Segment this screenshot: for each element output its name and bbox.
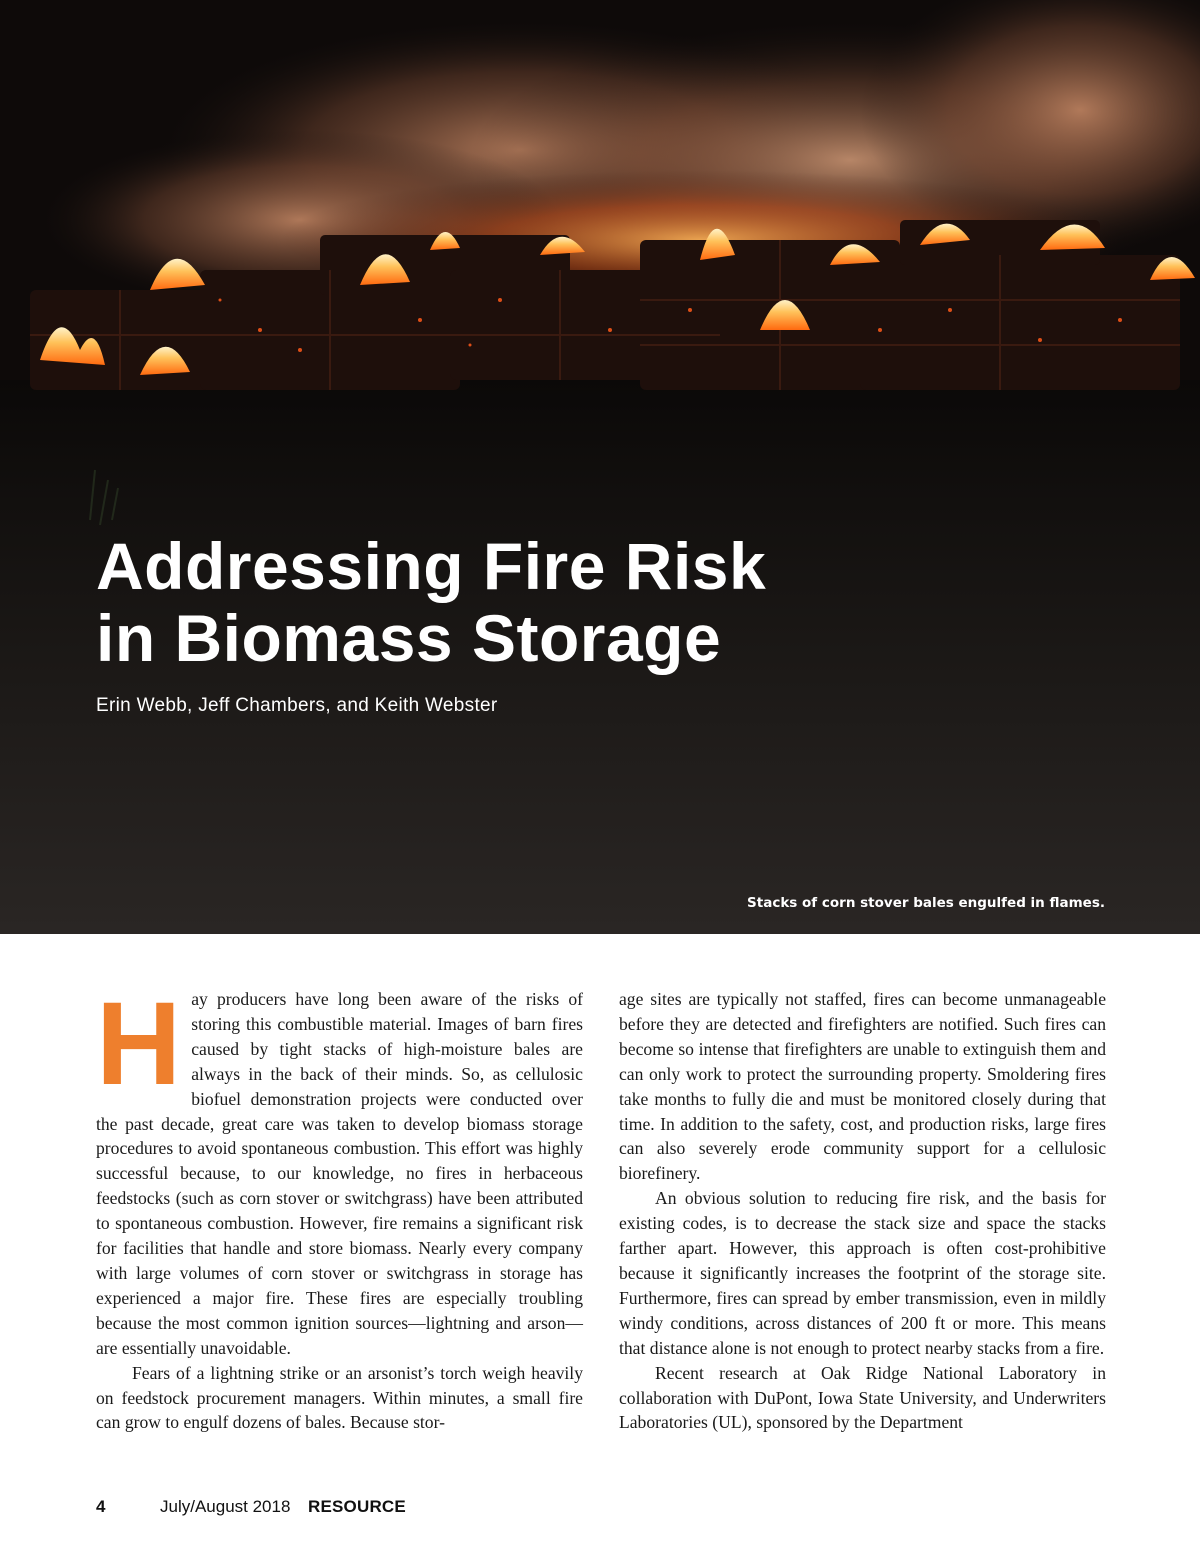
paragraph: Recent research at Oak Ridge National Laboratory in collaboration with DuPont, Iowa State University, and Underwriters Laboratories (UL), sponsored by the Department: [619, 1362, 1106, 1433]
paragraph-text: ay producers have long been aware of the risks of storing this combustible material. Images of barn fires caused by tight stacks of high-moisture bales are always in the back of their minds. So, as cellulosic biofuel demonstration projects were conducted over the past decade, great care was taken to develop biomass storage procedures to avoid spontaneous combustion. This effort was highly successful because, to our knowledge, no fires in herbaceous feedstocks (such as corn stover or switchgrass) have been attributed to spontaneous combustion. However, fire remains a significant risk for facilities that handle and store biomass. Nearly every company with large volumes of corn stover or switchgrass in storage has experienced a major fire. These fires are especially troubling because the most common ignition sources—lightning and arson—are essentially unavoidable.: [96, 989, 583, 1358]
article-authors: Erin Webb, Jeff Chambers, and Keith Webster: [96, 695, 498, 716]
article-title: [96, 530, 766, 674]
paragraph: age sites are typically not staffed, fires can become unmanageable before they are detected and firefighters are notified. Such fires can become so intense that firefighters are unable to extinguish them and can only work to protect the surrounding property. Smoldering fires take months to fully die and must be monitored closely during that time. In addition to the safety, cost, and production risks, large fires can also severely erode community support for a cellulosic biorefinery.: [619, 989, 1106, 1184]
paragraph: [96, 978, 583, 1361]
paragraph: Fears of a lightning strike or an arsonist’s torch weigh heavily on feedstock procurement managers. Within minutes, a small fire can grow to engulf dozens of bales. Because stor-: [96, 1362, 583, 1433]
column-right: [619, 987, 1106, 1435]
title-line-1: Addressing Fire Risk: [96, 529, 767, 603]
page-number: 4: [96, 1497, 106, 1516]
drop-cap: H: [96, 978, 182, 1110]
paragraph: An obvious solution to reducing fire risk, and the basis for existing codes, is to decrease the stack size and space the stacks farther apart. However, this approach is often cost-prohibitive because it significantly increases the footprint of the storage site. Furthermore, fires can spread by ember transmission, even in mildly windy conditions, across distances of 200 ft or more. This means that distance alone is not enough to protect nearby stacks from a fire.: [619, 1188, 1106, 1358]
issue-date: July/August 2018: [160, 1497, 291, 1516]
title-line-2: in Biomass Storage: [96, 601, 722, 675]
column-left: [96, 978, 583, 1435]
photo-caption: Stacks of corn stover bales engulfed in flames.: [747, 895, 1105, 911]
magazine-name: RESOURCE: [308, 1497, 406, 1516]
page-footer: [96, 1494, 1106, 1520]
